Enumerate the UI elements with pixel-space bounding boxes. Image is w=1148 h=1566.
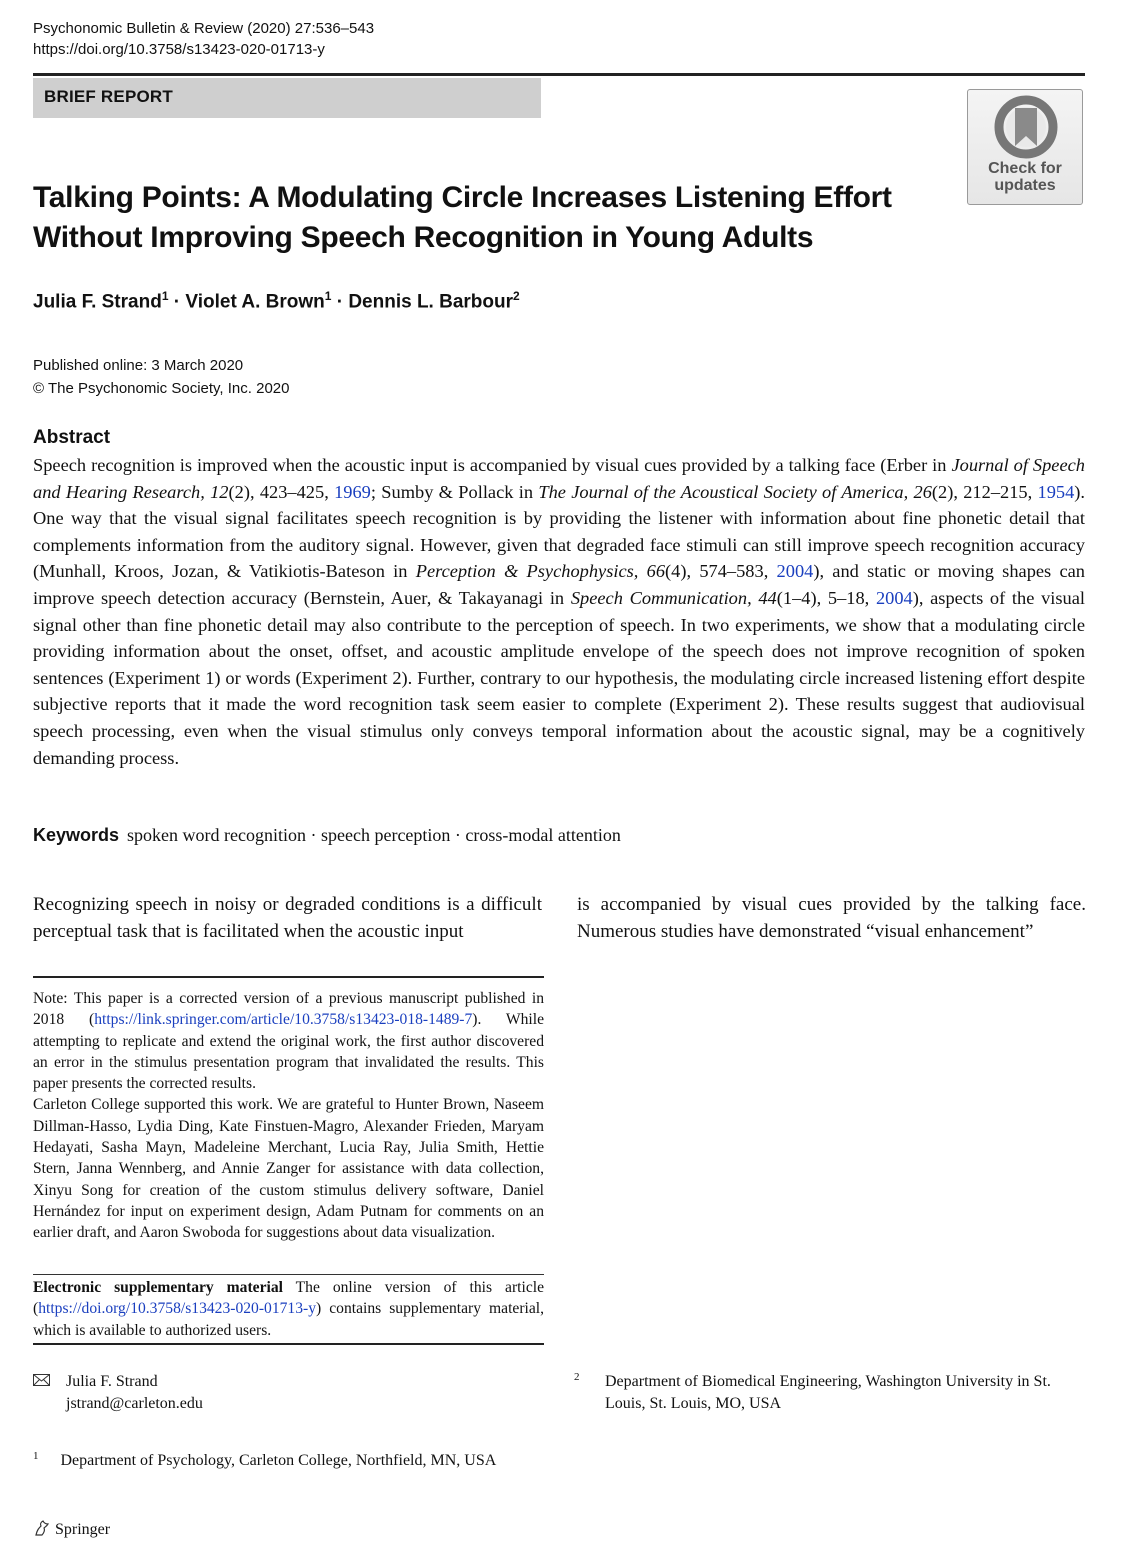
envelope-icon bbox=[33, 1374, 50, 1386]
footnote-rule-bottom bbox=[33, 1343, 544, 1345]
journal-name: Psychonomic Bulletin & Review (2020) 27:536–543 bbox=[33, 20, 375, 37]
copyright-line: © The Psychonomic Society, Inc. 2020 bbox=[33, 380, 290, 397]
article-type-label: BRIEF REPORT bbox=[44, 87, 173, 106]
correction-note: Note: This paper is a corrected version of a previous manuscript published in 2018 (https://link.springer.com/article/10.3758/s13423-018-1489-7). While attempting to replicate and extend the original work, the first author discovered an error in the stimulus presentation program that invalidated the results. This paper presents the corrected results. bbox=[33, 990, 545, 1093]
body-text-left: Recognizing speech in noisy or degraded conditions is a difficult perceptual task that is facilitated when the acoustic input bbox=[33, 894, 542, 942]
original-article-link[interactable]: https://link.springer.com/article/10.3758/s13423-018-1489-7 bbox=[94, 1011, 473, 1029]
supplementary-material-note: Electronic supplementary material The online version of this article (https://doi.org/10.3758/s13423-020-01713-y) contains supplementary material, which is available to authorized users. bbox=[33, 1279, 544, 1339]
footnote-rule bbox=[33, 976, 544, 978]
affiliation-1: $^1$ Department of Psychology, Carleton College, Northfield, MN, USA bbox=[33, 1450, 497, 1470]
esm-link[interactable]: https://doi.org/10.3758/s13423-020-01713-y bbox=[38, 1300, 317, 1318]
article-title: Talking Points: A Modulating Circle Increases Listening Effort Without Improving Speech Recognition in Young Adults bbox=[33, 181, 892, 254]
esm-label: Electronic supplementary material bbox=[33, 1279, 283, 1296]
corresponding-author-name: Julia F. Strand bbox=[66, 1373, 158, 1390]
published-date: Published online: 3 March 2020 bbox=[33, 357, 244, 374]
publication-info bbox=[33, 354, 289, 400]
publisher-footer bbox=[33, 1519, 110, 1539]
header-rule bbox=[33, 73, 1085, 76]
author-affiliation-mark: 1 bbox=[324, 289, 332, 303]
body-text-right: is accompanied by visual cues provided by the talking face. Numerous studies have demonstrated “visual enhancement” bbox=[577, 894, 1086, 942]
doi-link[interactable]: https://doi.org/10.3758/s13423-020-01713-y bbox=[33, 41, 325, 58]
affiliation-number: 2 bbox=[574, 1371, 580, 1383]
abstract-text: Speech recognition is improved when the acoustic input is accompanied by visual cues provided by a talking face (Erber in Journal of Speech and Hearing Research, 12(2), 423–425, 1969; Sumby & Pollack in The Journal of the Acoustical Society of America, 26(2), 212–215, 1954). One way that the visual signal facilitates speech recognition is by providing the listener with information about fine phonetic detail that complements information from the auditory signal. However, given that degraded face stimuli can still improve speech recognition accuracy (Munhall, Kroos, Jozan, & Vatikiotis-Bateson in Perception & Psychophysics, 66(4), 574–583, 2004), and static or moving shapes can improve speech detection accuracy (Bernstein, Auer, & Takayanagi in Speech Communication, 44(1–4), 5–18, 2004), aspects of the visual signal other than fine phonetic detail may also contribute to the perception of speech. In two experiments, we show that a modulating circle providing information about the onset, offset, and acoustic amplitude envelope of the speech does not improve recognition of spoken sentences (Experiment 1) or words (Experiment 2). Further, contrary to our hypothesis, the modulating circle increased listening effort despite subjective reports that it made the word recognition task seem easier to complete (Experiment 2). These results suggest that audiovisual speech processing, even when the visual stimulus only conveys temporal information about the acoustic signal, may be a cognitively demanding process. bbox=[33, 455, 1086, 768]
check-for-updates-badge[interactable] bbox=[967, 89, 1083, 205]
author-separator: · bbox=[331, 291, 349, 313]
keywords-list: spoken word recognition · speech perception · cross-modal attention bbox=[127, 825, 621, 845]
footnote-divider bbox=[33, 1274, 544, 1275]
citation-link[interactable]: 1969 bbox=[334, 481, 371, 502]
author-separator: · bbox=[168, 291, 186, 313]
author-affiliation-mark: 2 bbox=[513, 289, 520, 303]
keywords-label: Keywords bbox=[33, 825, 120, 845]
footnote-note bbox=[33, 988, 544, 1244]
journal-citation bbox=[33, 18, 374, 60]
author-affiliation-mark: 1 bbox=[161, 289, 169, 303]
affiliation-2: 2 Department of Biomedical Engineering, Washington University in St. Louis, St. Louis, MO, USA bbox=[574, 1371, 1085, 1414]
keywords bbox=[33, 825, 1085, 846]
publisher-name: Springer bbox=[55, 1521, 111, 1538]
springer-horse-icon bbox=[33, 1519, 51, 1537]
article-type-band bbox=[33, 78, 541, 118]
author-list bbox=[33, 289, 520, 313]
abstract-heading: Abstract bbox=[33, 427, 111, 448]
author-name[interactable]: Violet A. Brown bbox=[185, 291, 325, 313]
author-name[interactable]: Dennis L. Barbour bbox=[348, 291, 514, 313]
acknowledgements: Carleton College supported this work. We are grateful to Hunter Brown, Naseem Dillman-Hasso, Lydia Ding, Kate Finstuen-Magro, Alexander Frieden, Maryam Hedayati, Sasha Mayn, Madeleine Merchant, Lucia Ray, Julia Smith, Hettie Stern, Janna Wennberg, and Annie Zanger for assistance with data collection, Xinyu Song for creation of the custom stimulus delivery software, Daniel Hernández for input on experiment design, Adam Putnam for comments on an earlier draft, and Aaron Swoboda for suggestions about data visualization. bbox=[33, 1096, 544, 1242]
crossmark-icon bbox=[993, 94, 1059, 160]
citation-link[interactable]: 2004 bbox=[875, 587, 913, 608]
badge-label: Check for updates bbox=[988, 160, 1062, 194]
citation-link[interactable]: 1954 bbox=[1037, 481, 1075, 502]
corresponding-author-email[interactable]: jstrand@carleton.edu bbox=[66, 1394, 203, 1412]
copyright-icon: © bbox=[33, 380, 45, 397]
affiliation-number: 1 bbox=[33, 1450, 39, 1462]
citation-link[interactable]: 2004 bbox=[776, 561, 814, 582]
author-name[interactable]: Julia F. Strand bbox=[33, 291, 162, 313]
